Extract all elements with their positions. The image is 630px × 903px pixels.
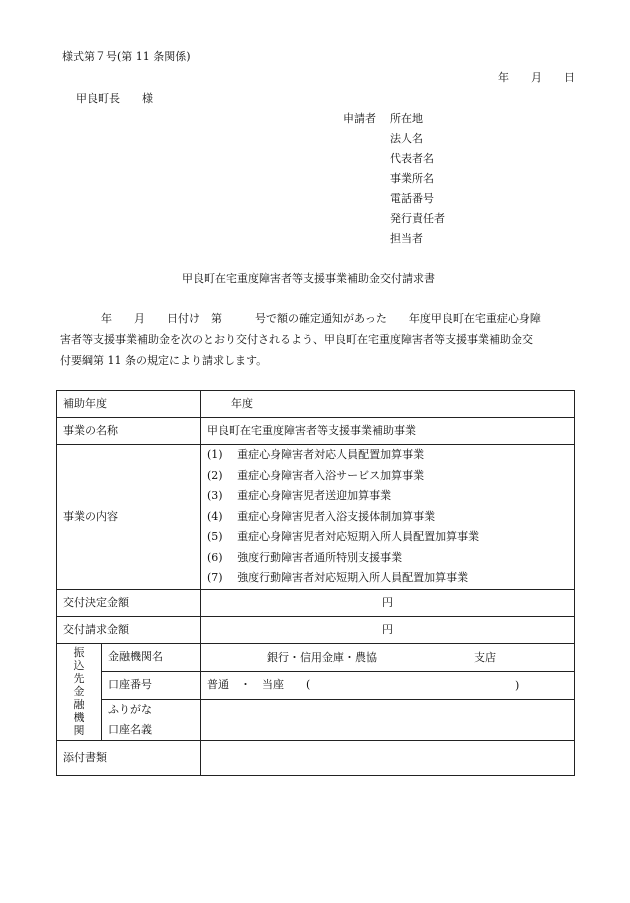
branch-value: 支店 [474,650,496,664]
applicant-field-contact: 担当者 [390,232,423,245]
account-label: 口座番号 [102,671,201,699]
decision-amount-unit: 円 [382,595,393,609]
table-row [57,643,575,671]
body-line-2: 害者等支援事業補助金を次のとおり交付されるよう、甲良町在宅重度障害者等支援事業補助金交 [60,333,533,346]
applicant-field-issuer: 発行責任者 [390,212,445,225]
request-amount-unit: 円 [382,622,393,636]
applicant-label: 申請者 [343,112,376,125]
holder-value-cell[interactable] [201,699,575,740]
body-line-1: 年 月 日付け 第 号で額の確定通知があった 年度甲良町在宅重症心身障 [101,312,541,325]
request-amount-cell[interactable] [201,616,575,643]
table-row [57,445,575,590]
attach-value-cell[interactable] [201,740,575,775]
document-title: 甲良町在宅重度障害者等支援事業補助金交付請求書 [182,272,435,285]
content-item-2: (2) 重症心身障害者入浴サービス加算事業 [207,468,425,482]
applicant-field-rep: 代表者名 [390,152,434,165]
form-number: 様式第７号(第 11 条関係) [62,50,191,63]
table-row [57,699,575,740]
content-label: 事業の内容 [57,445,201,590]
content-item-6: (6) 強度行動障害者通所特別支援事業 [207,550,403,564]
bank-value-cell[interactable] [201,643,575,671]
applicant-field-address: 所在地 [390,112,423,125]
request-form-table [56,390,575,776]
year-value: 年度 [231,397,253,411]
table-row [57,671,575,699]
addressee: 甲良町長 様 [76,92,153,105]
decision-amount-cell[interactable] [201,589,575,616]
account-close-paren: ) [515,678,520,692]
year-value-cell[interactable] [201,391,575,418]
decision-amount-label: 交付決定金額 [57,589,201,616]
attach-label: 添付書類 [57,740,201,775]
applicant-field-corp: 法人名 [390,132,423,145]
content-item-7: (7) 強度行動障害者対応短期入所人員配置加算事業 [207,571,469,584]
content-list [201,445,575,590]
date-line: 年 月 日 [498,71,575,84]
table-row [57,391,575,418]
holder-label-cell [102,699,201,740]
transfer-label-cell [57,643,102,740]
applicant-field-office: 事業所名 [390,172,434,185]
bank-value: 銀行・信用金庫・農協 [267,650,377,664]
furigana-label: ふりがな [108,702,152,716]
account-value: 普通 ・ 当座 ( [207,678,311,692]
content-item-5: (5) 重症心身障害児者対応短期入所人員配置加算事業 [207,530,480,543]
request-amount-label: 交付請求金額 [57,616,201,643]
table-row [57,589,575,616]
content-item-1: (1) 重症心身障害者対応人員配置加算事業 [207,448,425,461]
content-item-3: (3) 重症心身障害児者送迎加算事業 [207,489,392,502]
name-value: 甲良町在宅重度障害者等支援事業補助事業 [201,418,575,445]
applicant-field-phone: 電話番号 [390,192,434,205]
account-value-cell[interactable] [201,671,575,699]
transfer-label: 振込先金融機関 [73,646,85,737]
table-row [57,418,575,445]
name-label: 事業の名称 [57,418,201,445]
holder-label: 口座名義 [108,722,152,736]
table-row [57,740,575,775]
year-label: 補助年度 [57,391,201,418]
content-item-4: (4) 重症心身障害児者入浴支援体制加算事業 [207,509,436,523]
bank-label: 金融機関名 [102,643,201,671]
body-line-3: 付要綱第 11 条の規定により請求します。 [60,354,268,367]
table-row [57,616,575,643]
